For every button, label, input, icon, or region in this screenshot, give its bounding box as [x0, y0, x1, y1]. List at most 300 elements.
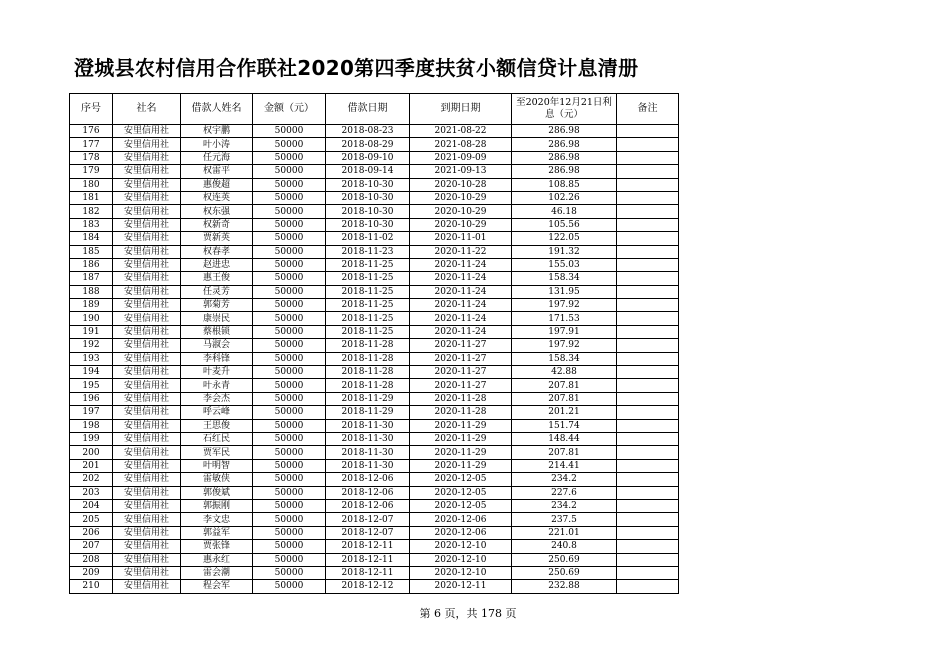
amount-cell: 50000: [253, 339, 326, 352]
borrower-cell: 郭振刚: [181, 499, 253, 512]
amount-cell: 50000: [253, 258, 326, 271]
loan-date-cell: 2018-08-23: [326, 125, 410, 138]
table-row: [70, 553, 679, 566]
interest-cell: 105.56: [512, 218, 617, 231]
column-header-loan-date: 借款日期: [326, 94, 410, 125]
seq-cell: 191: [70, 325, 113, 338]
branch-cell: 安里信用社: [113, 258, 181, 271]
amount-cell: 50000: [253, 566, 326, 579]
interest-cell: 197.91: [512, 325, 617, 338]
interest-cell: 234.2: [512, 499, 617, 512]
table-row: [70, 446, 679, 459]
table-row: [70, 406, 679, 419]
borrower-cell: 郭菊芳: [181, 299, 253, 312]
table-row: [70, 218, 679, 231]
interest-cell: 286.98: [512, 125, 617, 138]
seq-cell: 198: [70, 419, 113, 432]
due-date-cell: 2020-11-24: [410, 312, 512, 325]
table-row: [70, 473, 679, 486]
loan-date-cell: 2018-11-28: [326, 366, 410, 379]
amount-cell: 50000: [253, 580, 326, 593]
borrower-cell: 权连英: [181, 191, 253, 204]
due-date-cell: 2021-08-28: [410, 138, 512, 151]
due-date-cell: 2020-12-06: [410, 526, 512, 539]
due-date-cell: 2020-11-29: [410, 432, 512, 445]
interest-cell: 286.98: [512, 151, 617, 164]
table-row: [70, 486, 679, 499]
loan-date-cell: 2018-10-30: [326, 191, 410, 204]
branch-cell: 安里信用社: [113, 392, 181, 405]
branch-cell: 安里信用社: [113, 285, 181, 298]
amount-cell: 50000: [253, 379, 326, 392]
loan-date-cell: 2018-08-29: [326, 138, 410, 151]
branch-cell: 安里信用社: [113, 272, 181, 285]
remarks-cell: [617, 205, 679, 218]
interest-cell: 201.21: [512, 406, 617, 419]
borrower-cell: 马淑会: [181, 339, 253, 352]
remarks-cell: [617, 125, 679, 138]
remarks-cell: [617, 473, 679, 486]
table-row: [70, 232, 679, 245]
amount-cell: 50000: [253, 486, 326, 499]
branch-cell: 安里信用社: [113, 138, 181, 151]
remarks-cell: [617, 151, 679, 164]
remarks-cell: [617, 178, 679, 191]
amount-cell: 50000: [253, 446, 326, 459]
loan-date-cell: 2018-11-25: [326, 258, 410, 271]
interest-cell: 250.69: [512, 566, 617, 579]
borrower-cell: 王思俊: [181, 419, 253, 432]
loan-date-cell: 2018-12-06: [326, 499, 410, 512]
branch-cell: 安里信用社: [113, 165, 181, 178]
amount-cell: 50000: [253, 191, 326, 204]
table-row: [70, 566, 679, 579]
seq-cell: 187: [70, 272, 113, 285]
interest-cell: 171.53: [512, 312, 617, 325]
table-row: [70, 499, 679, 512]
table-row: [70, 392, 679, 405]
branch-cell: 安里信用社: [113, 526, 181, 539]
amount-cell: 50000: [253, 366, 326, 379]
due-date-cell: 2020-11-24: [410, 272, 512, 285]
loan-date-cell: 2018-11-28: [326, 379, 410, 392]
due-date-cell: 2020-12-10: [410, 566, 512, 579]
seq-cell: 206: [70, 526, 113, 539]
remarks-cell: [617, 191, 679, 204]
amount-cell: 50000: [253, 285, 326, 298]
table-body: [70, 125, 679, 594]
seq-cell: 188: [70, 285, 113, 298]
branch-cell: 安里信用社: [113, 432, 181, 445]
borrower-cell: 叶麦升: [181, 366, 253, 379]
amount-cell: 50000: [253, 125, 326, 138]
table-row: [70, 125, 679, 138]
column-header-due-date: 到期日期: [410, 94, 512, 125]
table-row: [70, 205, 679, 218]
branch-cell: 安里信用社: [113, 580, 181, 593]
borrower-cell: 惠俊超: [181, 178, 253, 191]
remarks-cell: [617, 258, 679, 271]
table-row: [70, 245, 679, 258]
borrower-cell: 李文忠: [181, 513, 253, 526]
table-row: [70, 151, 679, 164]
due-date-cell: 2020-11-27: [410, 339, 512, 352]
due-date-cell: 2020-11-24: [410, 285, 512, 298]
table-row: [70, 178, 679, 191]
interest-cell: 197.92: [512, 299, 617, 312]
amount-cell: 50000: [253, 178, 326, 191]
branch-cell: 安里信用社: [113, 459, 181, 472]
due-date-cell: 2020-10-29: [410, 191, 512, 204]
loan-date-cell: 2018-11-28: [326, 352, 410, 365]
amount-cell: 50000: [253, 540, 326, 553]
remarks-cell: [617, 580, 679, 593]
table-row: [70, 419, 679, 432]
branch-cell: 安里信用社: [113, 151, 181, 164]
loan-date-cell: 2018-11-25: [326, 285, 410, 298]
interest-cell: 42.88: [512, 366, 617, 379]
seq-cell: 201: [70, 459, 113, 472]
borrower-cell: 权春孝: [181, 245, 253, 258]
due-date-cell: 2020-11-27: [410, 379, 512, 392]
due-date-cell: 2020-12-05: [410, 499, 512, 512]
branch-cell: 安里信用社: [113, 299, 181, 312]
branch-cell: 安里信用社: [113, 245, 181, 258]
remarks-cell: [617, 165, 679, 178]
amount-cell: 50000: [253, 513, 326, 526]
branch-cell: 安里信用社: [113, 339, 181, 352]
loan-date-cell: 2018-11-28: [326, 339, 410, 352]
seq-cell: 185: [70, 245, 113, 258]
remarks-cell: [617, 218, 679, 231]
loan-date-cell: 2018-11-25: [326, 299, 410, 312]
seq-cell: 193: [70, 352, 113, 365]
table-row: [70, 325, 679, 338]
table-row: [70, 580, 679, 593]
borrower-cell: 叶小涛: [181, 138, 253, 151]
interest-cell: 237.5: [512, 513, 617, 526]
interest-cell: 286.98: [512, 165, 617, 178]
remarks-cell: [617, 285, 679, 298]
amount-cell: 50000: [253, 138, 326, 151]
seq-cell: 199: [70, 432, 113, 445]
amount-cell: 50000: [253, 419, 326, 432]
borrower-cell: 雷敏侠: [181, 473, 253, 486]
column-header-seq: 序号: [70, 94, 113, 125]
amount-cell: 50000: [253, 473, 326, 486]
loan-date-cell: 2018-11-30: [326, 432, 410, 445]
remarks-cell: [617, 459, 679, 472]
interest-cell: 122.05: [512, 232, 617, 245]
borrower-cell: 惠永红: [181, 553, 253, 566]
interest-cell: 102.26: [512, 191, 617, 204]
interest-cell: 221.01: [512, 526, 617, 539]
table-row: [70, 258, 679, 271]
branch-cell: 安里信用社: [113, 325, 181, 338]
seq-cell: 195: [70, 379, 113, 392]
loan-date-cell: 2018-11-25: [326, 325, 410, 338]
remarks-cell: [617, 245, 679, 258]
borrower-cell: 叶明智: [181, 459, 253, 472]
interest-cell: 227.6: [512, 486, 617, 499]
due-date-cell: 2020-11-29: [410, 459, 512, 472]
borrower-cell: 权宇鹏: [181, 125, 253, 138]
seq-cell: 190: [70, 312, 113, 325]
amount-cell: 50000: [253, 553, 326, 566]
branch-cell: 安里信用社: [113, 218, 181, 231]
column-header-amount: 金额（元）: [253, 94, 326, 125]
page-footer: 第 6 页，共 178 页: [419, 607, 517, 620]
seq-cell: 207: [70, 540, 113, 553]
interest-cell: 155.03: [512, 258, 617, 271]
remarks-cell: [617, 446, 679, 459]
seq-cell: 194: [70, 366, 113, 379]
due-date-cell: 2020-11-24: [410, 258, 512, 271]
table-row: [70, 352, 679, 365]
loan-date-cell: 2018-12-11: [326, 553, 410, 566]
borrower-cell: 惠王俊: [181, 272, 253, 285]
due-date-cell: 2020-11-28: [410, 392, 512, 405]
seq-cell: 183: [70, 218, 113, 231]
branch-cell: 安里信用社: [113, 473, 181, 486]
interest-cell: 158.34: [512, 272, 617, 285]
remarks-cell: [617, 499, 679, 512]
table-row: [70, 165, 679, 178]
amount-cell: 50000: [253, 218, 326, 231]
amount-cell: 50000: [253, 325, 326, 338]
borrower-cell: 蔡根锁: [181, 325, 253, 338]
amount-cell: 50000: [253, 151, 326, 164]
seq-cell: 177: [70, 138, 113, 151]
loan-date-cell: 2018-10-30: [326, 178, 410, 191]
table-row: [70, 272, 679, 285]
interest-cell: 46.18: [512, 205, 617, 218]
table-row: [70, 432, 679, 445]
table-row: [70, 299, 679, 312]
remarks-cell: [617, 419, 679, 432]
seq-cell: 208: [70, 553, 113, 566]
seq-cell: 180: [70, 178, 113, 191]
amount-cell: 50000: [253, 165, 326, 178]
interest-cell: 151.74: [512, 419, 617, 432]
table-row: [70, 312, 679, 325]
table-row: [70, 339, 679, 352]
interest-cell: 158.34: [512, 352, 617, 365]
due-date-cell: 2020-11-28: [410, 406, 512, 419]
branch-cell: 安里信用社: [113, 513, 181, 526]
table-row: [70, 526, 679, 539]
remarks-cell: [617, 566, 679, 579]
amount-cell: 50000: [253, 299, 326, 312]
due-date-cell: 2020-11-29: [410, 419, 512, 432]
due-date-cell: 2020-11-24: [410, 325, 512, 338]
borrower-cell: 权新奇: [181, 218, 253, 231]
remarks-cell: [617, 379, 679, 392]
borrower-cell: 叶永青: [181, 379, 253, 392]
interest-cell: 197.92: [512, 339, 617, 352]
remarks-cell: [617, 352, 679, 365]
amount-cell: 50000: [253, 312, 326, 325]
loan-date-cell: 2018-11-25: [326, 272, 410, 285]
header-row: [70, 94, 679, 125]
borrower-cell: 任灵芳: [181, 285, 253, 298]
remarks-cell: [617, 392, 679, 405]
loan-date-cell: 2018-11-29: [326, 406, 410, 419]
branch-cell: 安里信用社: [113, 499, 181, 512]
loan-date-cell: 2018-12-12: [326, 580, 410, 593]
loan-date-cell: 2018-12-06: [326, 486, 410, 499]
column-header-remarks: 备注: [617, 94, 679, 125]
due-date-cell: 2020-12-10: [410, 553, 512, 566]
loan-interest-table: [69, 93, 679, 594]
due-date-cell: 2020-12-06: [410, 513, 512, 526]
document-title: 澄城县农村信用合作联社2020第四季度扶贫小额信贷计息清册: [74, 56, 639, 80]
remarks-cell: [617, 339, 679, 352]
seq-cell: 200: [70, 446, 113, 459]
borrower-cell: 程会军: [181, 580, 253, 593]
due-date-cell: 2020-11-24: [410, 299, 512, 312]
amount-cell: 50000: [253, 272, 326, 285]
column-header-borrower: 借款人姓名: [181, 94, 253, 125]
amount-cell: 50000: [253, 432, 326, 445]
interest-cell: 234.2: [512, 473, 617, 486]
remarks-cell: [617, 312, 679, 325]
borrower-cell: 任元海: [181, 151, 253, 164]
branch-cell: 安里信用社: [113, 406, 181, 419]
amount-cell: 50000: [253, 392, 326, 405]
branch-cell: 安里信用社: [113, 553, 181, 566]
table-header: [70, 94, 679, 125]
amount-cell: 50000: [253, 459, 326, 472]
branch-cell: 安里信用社: [113, 178, 181, 191]
borrower-cell: 郭益军: [181, 526, 253, 539]
amount-cell: 50000: [253, 245, 326, 258]
column-header-branch: 社名: [113, 94, 181, 125]
borrower-cell: 李会杰: [181, 392, 253, 405]
loan-date-cell: 2018-11-30: [326, 419, 410, 432]
remarks-cell: [617, 325, 679, 338]
branch-cell: 安里信用社: [113, 566, 181, 579]
table-row: [70, 366, 679, 379]
seq-cell: 184: [70, 232, 113, 245]
due-date-cell: 2020-12-05: [410, 486, 512, 499]
borrower-cell: 呼云峰: [181, 406, 253, 419]
branch-cell: 安里信用社: [113, 191, 181, 204]
borrower-cell: 贾军民: [181, 446, 253, 459]
seq-cell: 189: [70, 299, 113, 312]
seq-cell: 186: [70, 258, 113, 271]
due-date-cell: 2021-09-09: [410, 151, 512, 164]
loan-date-cell: 2018-09-10: [326, 151, 410, 164]
due-date-cell: 2020-11-22: [410, 245, 512, 258]
branch-cell: 安里信用社: [113, 486, 181, 499]
due-date-cell: 2020-11-27: [410, 352, 512, 365]
remarks-cell: [617, 138, 679, 151]
due-date-cell: 2020-11-29: [410, 446, 512, 459]
branch-cell: 安里信用社: [113, 232, 181, 245]
branch-cell: 安里信用社: [113, 540, 181, 553]
borrower-cell: 贾张锋: [181, 540, 253, 553]
due-date-cell: 2020-12-05: [410, 473, 512, 486]
remarks-cell: [617, 540, 679, 553]
interest-cell: 148.44: [512, 432, 617, 445]
loan-date-cell: 2018-12-06: [326, 473, 410, 486]
seq-cell: 176: [70, 125, 113, 138]
interest-cell: 286.98: [512, 138, 617, 151]
seq-cell: 179: [70, 165, 113, 178]
amount-cell: 50000: [253, 406, 326, 419]
loan-date-cell: 2018-12-11: [326, 566, 410, 579]
amount-cell: 50000: [253, 499, 326, 512]
loan-date-cell: 2018-11-30: [326, 446, 410, 459]
loan-date-cell: 2018-10-30: [326, 205, 410, 218]
remarks-cell: [617, 432, 679, 445]
interest-cell: 207.81: [512, 379, 617, 392]
seq-cell: 205: [70, 513, 113, 526]
amount-cell: 50000: [253, 526, 326, 539]
amount-cell: 50000: [253, 205, 326, 218]
remarks-cell: [617, 232, 679, 245]
seq-cell: 204: [70, 499, 113, 512]
loan-date-cell: 2018-12-07: [326, 526, 410, 539]
interest-cell: 131.95: [512, 285, 617, 298]
borrower-cell: 石红民: [181, 432, 253, 445]
due-date-cell: 2020-11-01: [410, 232, 512, 245]
seq-cell: 192: [70, 339, 113, 352]
remarks-cell: [617, 366, 679, 379]
seq-cell: 182: [70, 205, 113, 218]
remarks-cell: [617, 486, 679, 499]
branch-cell: 安里信用社: [113, 379, 181, 392]
branch-cell: 安里信用社: [113, 366, 181, 379]
table-row: [70, 540, 679, 553]
loan-date-cell: 2018-11-23: [326, 245, 410, 258]
amount-cell: 50000: [253, 232, 326, 245]
branch-cell: 安里信用社: [113, 125, 181, 138]
table-row: [70, 459, 679, 472]
branch-cell: 安里信用社: [113, 205, 181, 218]
loan-date-cell: 2018-12-07: [326, 513, 410, 526]
borrower-cell: 权雷平: [181, 165, 253, 178]
seq-cell: 196: [70, 392, 113, 405]
due-date-cell: 2020-10-29: [410, 205, 512, 218]
seq-cell: 202: [70, 473, 113, 486]
seq-cell: 203: [70, 486, 113, 499]
borrower-cell: 贾新英: [181, 232, 253, 245]
due-date-cell: 2020-10-28: [410, 178, 512, 191]
due-date-cell: 2020-10-29: [410, 218, 512, 231]
table-row: [70, 138, 679, 151]
interest-cell: 108.85: [512, 178, 617, 191]
interest-cell: 250.69: [512, 553, 617, 566]
remarks-cell: [617, 272, 679, 285]
due-date-cell: 2020-11-27: [410, 366, 512, 379]
due-date-cell: 2020-12-10: [410, 540, 512, 553]
seq-cell: 197: [70, 406, 113, 419]
loan-date-cell: 2018-11-02: [326, 232, 410, 245]
branch-cell: 安里信用社: [113, 312, 181, 325]
loan-date-cell: 2018-09-14: [326, 165, 410, 178]
table-row: [70, 379, 679, 392]
remarks-cell: [617, 406, 679, 419]
amount-cell: 50000: [253, 352, 326, 365]
table-row: [70, 513, 679, 526]
loan-date-cell: 2018-10-30: [326, 218, 410, 231]
branch-cell: 安里信用社: [113, 352, 181, 365]
seq-cell: 178: [70, 151, 113, 164]
remarks-cell: [617, 553, 679, 566]
interest-cell: 214.41: [512, 459, 617, 472]
